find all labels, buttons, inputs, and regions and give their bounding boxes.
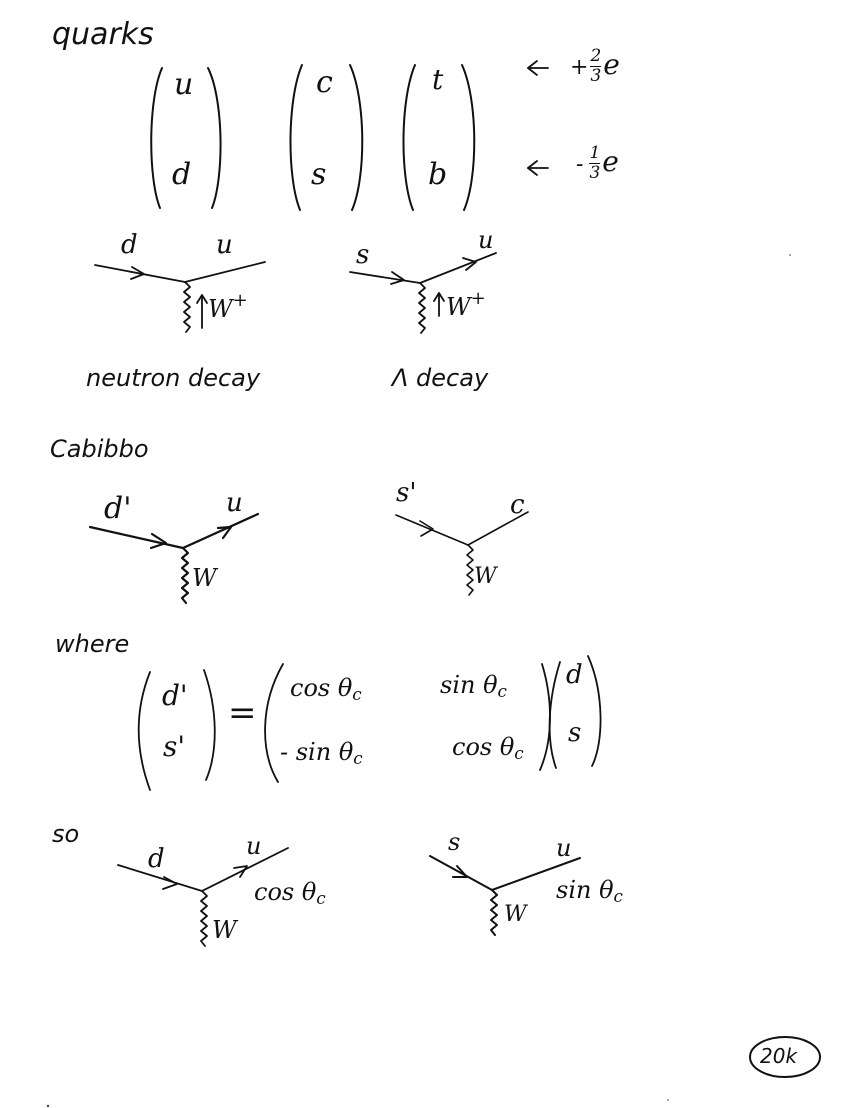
lhs-s-prime: s' <box>163 730 186 763</box>
charge-bottom-num: 1 <box>589 143 601 163</box>
final1-factor-text: cos θ <box>254 878 317 906</box>
final2-factor-sub: c <box>613 886 623 907</box>
rhs-d: d <box>566 660 583 690</box>
final2-out-label: u <box>556 834 572 862</box>
matrix-01-sub: c <box>497 681 507 702</box>
quark-c: c <box>316 65 333 100</box>
quark-d: d <box>172 157 192 192</box>
final2-boson-label: W <box>504 902 527 927</box>
decay1-in-label: d <box>121 230 138 260</box>
decay1-out-label: u <box>216 230 233 260</box>
cabibbo2-boson-label: W <box>474 564 497 589</box>
decay2-boson: W <box>446 292 471 321</box>
charge-top-num: 2 <box>590 46 602 66</box>
cabibbo1-boson-label: W <box>192 564 217 592</box>
quark-b: b <box>428 157 448 192</box>
decay2-boson-charge: + <box>470 288 486 309</box>
charge-bottom-sign: - <box>576 152 584 177</box>
final1-boson-label: W <box>212 916 237 944</box>
matrix-00-sub: c <box>352 684 362 705</box>
final1-factor-sub: c <box>316 888 326 909</box>
quark-s: s <box>311 157 327 192</box>
decay1-caption: neutron decay <box>86 364 261 392</box>
cabibbo1-in-label: d' <box>104 491 132 526</box>
charge-top-den: 3 <box>590 66 602 86</box>
charge-bottom-unit: e <box>602 145 619 178</box>
matrix-01 <box>440 673 507 700</box>
decay2-in-label: s <box>356 240 370 270</box>
decay1-boson: W <box>208 294 233 323</box>
heading-so: so <box>52 820 80 848</box>
decay1-boson-charge: + <box>232 290 248 311</box>
lhs-d-prime: d' <box>162 679 188 712</box>
matrix-11-sub: c <box>514 743 524 764</box>
final2-in-label: s <box>448 828 461 856</box>
charge-bottom <box>576 145 619 182</box>
charge-arrows <box>528 61 548 175</box>
matrix-00 <box>290 676 362 703</box>
cabibbo-diagram-d <box>90 514 258 603</box>
charge-top-sign: + <box>570 55 589 80</box>
final2-factor-text: sin θ <box>556 876 614 904</box>
decay2-caption: Λ decay <box>392 364 489 392</box>
matrix-10-sub: c <box>353 748 363 769</box>
quark-u: u <box>174 67 194 102</box>
charge-top-unit: e <box>603 48 620 81</box>
cabibbo2-out-label: c <box>510 490 525 520</box>
cabibbo-diagram-s <box>396 512 528 595</box>
quark-t: t <box>432 63 444 96</box>
charge-bottom-den: 3 <box>589 163 601 183</box>
page-number: 20k <box>760 1044 798 1068</box>
rhs-s: s <box>568 718 582 748</box>
matrix-11-text: cos θ <box>452 733 515 761</box>
matrix-11 <box>452 735 524 762</box>
final1-in-label: d <box>148 844 165 874</box>
final1-factor <box>254 880 326 907</box>
final1-out-label: u <box>246 832 262 860</box>
decay1-boson-label <box>208 292 248 321</box>
cabibbo2-in-label: s' <box>396 478 417 508</box>
decay2-boson-label <box>446 290 486 319</box>
heading-where: where <box>55 630 130 658</box>
cabibbo1-out-label: u <box>226 488 243 518</box>
heading-cabibbo: Cabibbo <box>50 435 149 463</box>
heading-quarks: quarks <box>52 17 154 52</box>
matrix-10 <box>280 740 363 767</box>
decay2-out-label: u <box>478 226 494 254</box>
matrix-10-text: - sin θ <box>280 738 354 766</box>
equals-sign: = <box>228 693 257 733</box>
matrix-brackets <box>139 656 601 790</box>
final2-factor <box>556 878 623 905</box>
charge-top <box>570 48 620 85</box>
matrix-00-text: cos θ <box>290 674 353 702</box>
matrix-01-text: sin θ <box>440 671 498 699</box>
